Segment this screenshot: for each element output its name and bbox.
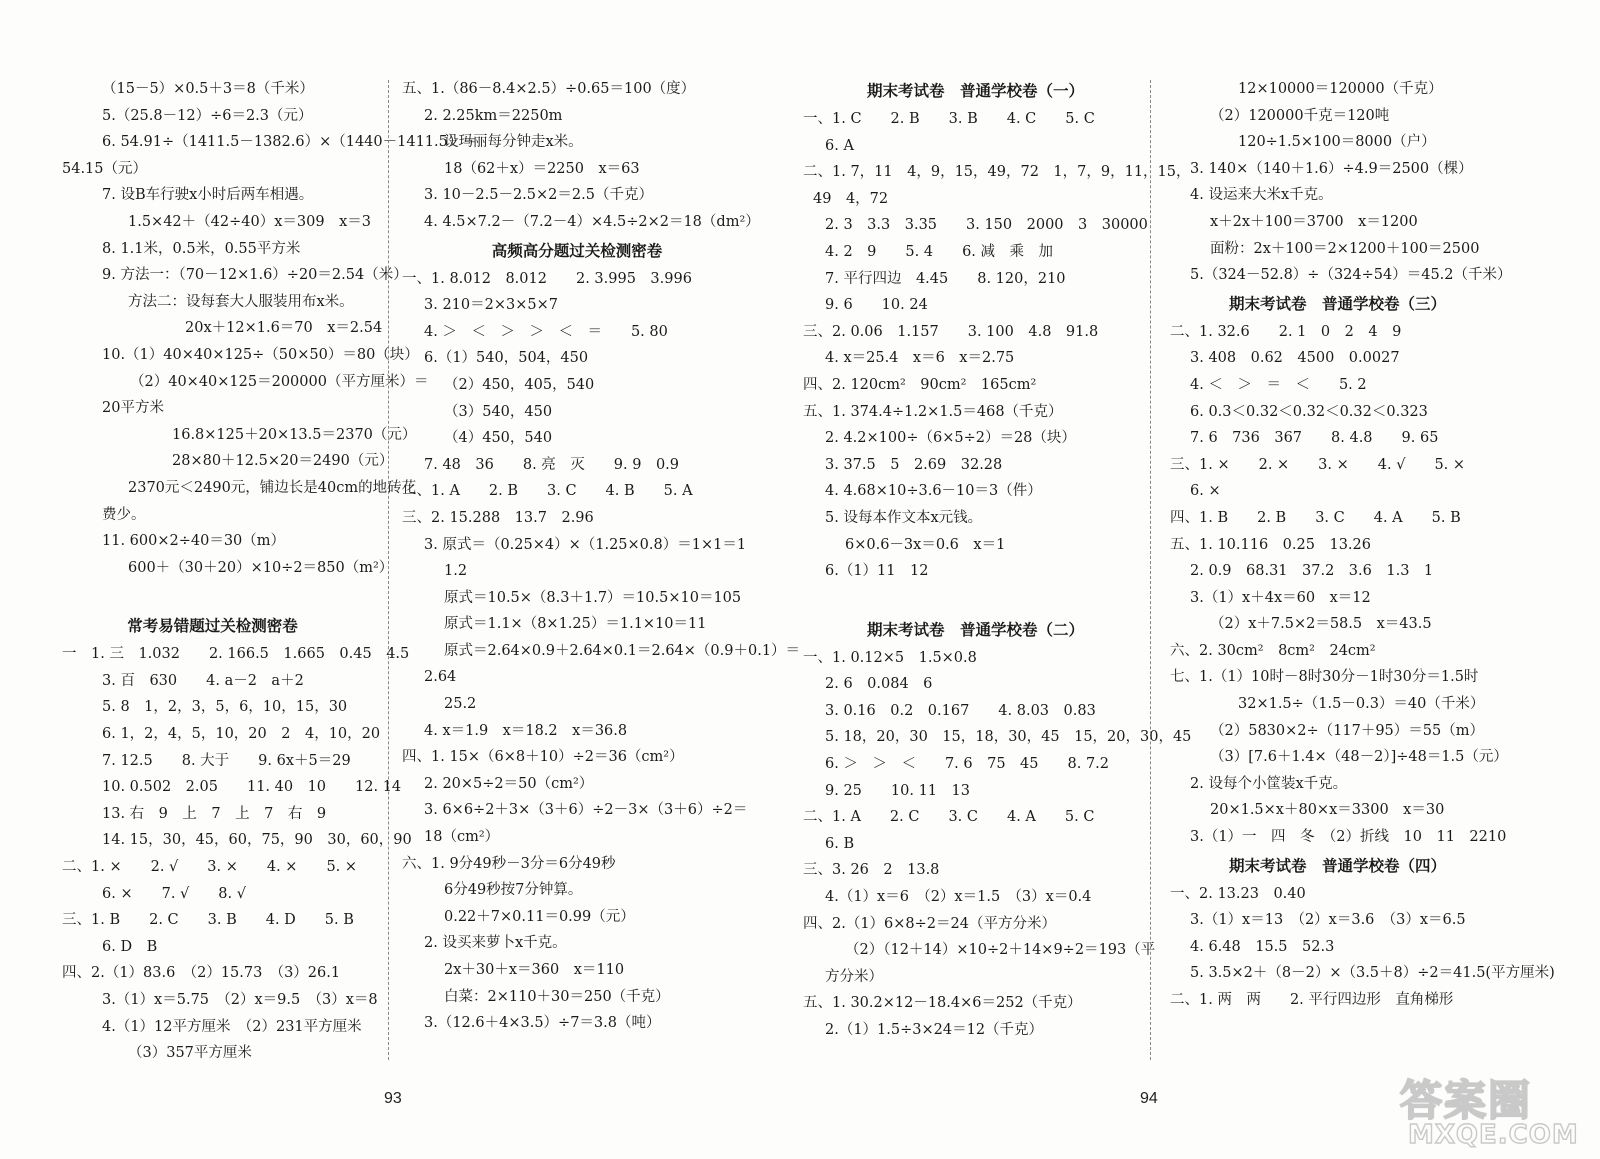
- answer-line: 20x＋12×1.6＝70 x＝2.54: [185, 320, 383, 337]
- answer-line: 费少。: [102, 506, 146, 523]
- answer-line: 3. 140×（140＋1.6）÷4.9＝2500（棵）: [1190, 160, 1473, 177]
- answer-line: 6. D B: [102, 938, 158, 955]
- answer-line: 4. x＝1.9 x＝18.2 x＝36.8: [424, 722, 628, 739]
- answer-line: 6. 0.3＜0.32＜0.32＜0.32＜0.323: [1190, 403, 1428, 420]
- answer-line: 5. 3.5×2＋（8－2）×（3.5＋8）÷2＝41.5(平方厘米): [1190, 965, 1555, 982]
- answer-line: 一、1. 8.012 8.012 2. 3.995 3.996: [402, 270, 692, 287]
- answer-line: 3. 408 0.62 4500 0.0027: [1190, 350, 1400, 367]
- answer-line: 6. 1，2，4，5，10，20 2 4，10，20: [102, 726, 381, 743]
- answer-line: 二、1. A 2. B 3. C 4. B 5. A: [402, 483, 693, 500]
- answer-line: 3. 原式＝（0.25×4）×（1.25×0.8）＝1×1＝1: [424, 536, 747, 553]
- answer-line: 4. ＞ ＜ ＞ ＞ ＜ ＝ 5. 80: [424, 323, 668, 340]
- answer-line: 12×10000＝120000（千克）: [1238, 81, 1443, 97]
- answer-line: 三、3. 26 2 13.8: [803, 862, 940, 879]
- answer-line: 4. x＝25.4 x＝6 x＝2.75: [825, 350, 1015, 367]
- answer-line: 一 1. 三 1.032 2. 166.5 1.665 0.45 4.5: [62, 646, 410, 663]
- section-title: 高频高分题过关检测密卷: [491, 241, 663, 260]
- answer-line: 2. 2.25km＝2250m: [424, 107, 563, 124]
- answer-line: 方法二：设每套大人服装用布x米。: [128, 293, 354, 310]
- answer-line: 方分米）: [825, 968, 883, 985]
- answer-line: 三、2. 0.06 1.157 3. 100 4.8 91.8: [803, 323, 1099, 340]
- answer-line: 2. 0.9 68.31 37.2 3.6 1.3 1: [1190, 563, 1434, 580]
- answer-line: 49 4，72: [813, 190, 889, 207]
- answer-line: 3. 210＝2×3×5×7: [424, 297, 558, 314]
- answer-line: 5. 8 1，2，3，5，6，10，15，30: [102, 699, 348, 716]
- answer-line: 四、1. 15×（6×8＋10）÷2＝36（cm²）: [402, 749, 684, 766]
- column-divider: [388, 80, 389, 1060]
- answer-line: 6. ＞ ＞ ＜ 7. 6 75 45 8. 7.2: [825, 756, 1110, 773]
- section-title: 期末考试卷 普通学校卷（二）: [866, 620, 1084, 639]
- answer-line: 6. B: [825, 835, 855, 852]
- watermark-url: MXQE.COM: [1408, 1120, 1579, 1150]
- answer-line: 3. 10－2.5－2.5×2＝2.5（千克）: [424, 187, 653, 204]
- page-number-right: 94: [1140, 1090, 1158, 1107]
- answer-line: 原式＝10.5×（8.3＋1.7）＝10.5×10＝105: [444, 589, 742, 606]
- column-2: [402, 76, 801, 1037]
- answer-line: 4. 2 9 5. 4 6. 减 乘 加: [825, 243, 1054, 260]
- answer-line: 9. 25 10. 11 13: [825, 782, 970, 799]
- answer-line: 5. 设每本作文本x元钱。: [825, 509, 983, 526]
- answer-line: 9. 6 10. 24: [825, 297, 928, 314]
- answer-line: 四、1. B 2. B 3. C 4. A 5. B: [1170, 509, 1461, 526]
- answer-line: 3. 0.16 0.2 0.167 4. 8.03 0.83: [825, 702, 1096, 719]
- answer-line: 5. 18，20，30 15，18，30，45 15，20，30，45: [825, 729, 1192, 746]
- answer-line: 10. 0.502 2.05 11. 40 10 12. 14: [102, 779, 402, 796]
- answer-line: 2370元＜2490元，铺边长是40cm的地砖花: [128, 479, 417, 496]
- answer-line: 4.（1）12平方厘米 （2）231平方厘米: [102, 1018, 362, 1035]
- section-title: [40, 581, 385, 611]
- section-title: [803, 585, 1148, 615]
- answer-line: 4.（1）x＝6 （2）x＝1.5 （3）x＝0.4: [825, 889, 1092, 906]
- answer-line: 3.（12.6＋4×3.5）÷7＝3.8（吨）: [424, 1015, 661, 1032]
- answer-line: 7. 设B车行驶x小时后两车相遇。: [102, 187, 314, 204]
- answer-line: 54.15（元）: [62, 160, 148, 177]
- answer-line: 16.8×125＋20×13.5＝2370（元）: [172, 426, 417, 443]
- answer-line: 二、1. 32.6 2. 1 0 2 4 9: [1170, 323, 1402, 340]
- answer-line: 11. 600×2÷40＝30（m）: [102, 533, 286, 550]
- answer-line: （3）[7.6＋1.4×（48－2）]÷48＝1.5（元）: [1210, 749, 1508, 766]
- answer-line: 二、1. 7，11 4，9，15，49，72 1，7，9，11，15，: [803, 164, 1191, 181]
- answer-line: 13. 右 9 上 7 上 7 右 9: [102, 805, 327, 822]
- answer-line: （2）5830×2÷（117＋95）＝55（m）: [1210, 722, 1484, 739]
- answer-line: 四、2.（1）83.6 （2）15.73 （3）26.1: [62, 965, 341, 982]
- answer-line: 4. 4.68×10÷3.6－10＝3（件）: [825, 483, 1042, 500]
- answer-line: 七、1.（1）10时－8时30分－1时30分＝1.5时: [1170, 669, 1479, 686]
- answer-line: 18（cm²）: [424, 829, 500, 846]
- answer-line: 2. 4.2×100÷（6×5÷2）＝28（块）: [825, 430, 1076, 447]
- answer-line: 五、1. 30.2×12－18.4×6＝252（千克）: [803, 995, 1082, 1012]
- section-title: 期末考试卷 普通学校卷（三）: [1228, 294, 1446, 313]
- answer-line: 3.（1）一 四 冬 （2）折线 10 11 2210: [1190, 829, 1507, 846]
- answer-line: （2）（12＋14）×10÷2＋14×9÷2＝193（平: [845, 942, 1156, 959]
- answer-line: （15－5）×0.5＋3＝8（千米）: [102, 81, 314, 97]
- answer-line: （4）450，540: [444, 430, 553, 447]
- answer-line: （2）120000千克＝120吨: [1210, 107, 1390, 124]
- answer-line: 一、1. 0.12×5 1.5×0.8: [803, 649, 977, 666]
- answer-line: 6.（1）11 12: [825, 563, 929, 580]
- answer-line: x＋2x＋100＝3700 x＝1200: [1210, 213, 1418, 230]
- answer-line: 6分49秒按7分钟算。: [444, 882, 583, 899]
- answer-line: 四、2. 120cm² 90cm² 165cm²: [803, 376, 1037, 393]
- answer-line: 白菜：2×110＋30＝250（千克）: [444, 988, 670, 1005]
- section-title: 期末考试卷 普通学校卷（四）: [1228, 856, 1446, 875]
- answer-line: 6. 54.91÷（1411.5－1382.6）×（1440－1411.5）＝: [102, 134, 477, 151]
- answer-line: 三、1. B 2. C 3. B 4. D 5. B: [62, 912, 354, 929]
- answer-line: 五、1. 10.116 0.25 13.26: [1170, 536, 1371, 553]
- answer-line: 120÷1.5×100＝8000（户）: [1238, 134, 1436, 151]
- answer-line: 6×0.6－3x＝0.6 x＝1: [845, 536, 1006, 553]
- answer-line: 20平方米: [102, 400, 164, 417]
- answer-line: 28×80＋12.5×20＝2490（元）: [172, 453, 394, 470]
- answer-line: 3.（1）x＝5.75 （2）x＝9.5 （3）x＝8: [102, 992, 378, 1008]
- answer-line: 25.2: [444, 696, 477, 713]
- answer-line: 7. 48 36 8. 亮 灭 9. 9 0.9: [424, 456, 680, 473]
- answer-line: 三、1. × 2. × 3. × 4. √ 5. ×: [1170, 456, 1466, 473]
- answer-line: （2）x＋7.5×2＝58.5 x＝43.5: [1210, 616, 1432, 633]
- answer-line: 五、1.（86－8.4×2.5）÷0.65＝100（度）: [402, 81, 696, 97]
- answer-line: 0.22＋7×0.11＝0.99（元）: [444, 908, 635, 925]
- answer-line: 四、2.（1）6×8÷2＝24（平方分米）: [803, 915, 1056, 932]
- answer-line: 2. 设买来萝卜x千克。: [424, 935, 567, 952]
- answer-line: （3）357平方厘米: [128, 1045, 252, 1062]
- column-divider: [1150, 80, 1151, 1060]
- answer-line: 3. 37.5 5 2.69 32.28: [825, 456, 1003, 473]
- answer-line: 6. ×: [1190, 483, 1221, 500]
- answer-line: 2. 6 0.084 6: [825, 676, 933, 693]
- answer-line: 3.（1）x＝13 （2）x＝3.6 （3）x＝6.5: [1190, 912, 1466, 929]
- answer-line: 2. 设每个小筐装x千克。: [1190, 775, 1348, 792]
- answer-line: 设玛丽每分钟走x米。: [444, 134, 583, 151]
- answer-line: 二、1. A 2. C 3. C 4. A 5. C: [803, 809, 1095, 826]
- page-number-left: 93: [384, 1090, 402, 1107]
- answer-line: 六、1. 9分49秒－3分＝6分49秒: [402, 855, 616, 872]
- answer-line: 5.（324－52.8）÷（324÷54）＝45.2（千米）: [1190, 267, 1512, 284]
- answer-line: 面粉：2x＋100＝2×1200＋100＝2500: [1210, 240, 1480, 257]
- answer-line: 4. 6.48 15.5 52.3: [1190, 938, 1335, 955]
- section-title: 常考易错题过关检测密卷: [127, 617, 298, 636]
- answer-line: 4. 4.5×7.2－（7.2－4）×4.5÷2×2＝18（dm²）: [424, 213, 760, 230]
- answer-line: 1.5×42＋（42÷40）x＝309 x＝3: [128, 213, 371, 230]
- answer-line: 7. 平行四边 4.45 8. 120，210: [825, 270, 1066, 287]
- answer-line: 6.（1）540，504，450: [424, 350, 589, 367]
- answer-line: 二、1. 两 两 2. 平行四边形 直角梯形: [1170, 992, 1454, 1008]
- answer-line: 20×1.5×x＋80×x＝3300 x＝30: [1210, 802, 1445, 819]
- answer-line: 2.（1）1.5÷3×24＝12（千克）: [825, 1022, 1044, 1038]
- answer-line: 3.（1）x＋4x＝60 x＝12: [1190, 589, 1371, 606]
- answer-line: 3. 6×6÷2＋3×（3＋6）÷2－3×（3＋6）÷2＝: [424, 802, 748, 819]
- section-title: 期末考试卷 普通学校卷（一）: [866, 82, 1084, 100]
- answer-line: 二、1. × 2. √ 3. × 4. × 5. ×: [62, 859, 358, 876]
- watermark-logo: [1400, 1068, 1600, 1159]
- answer-line: 2. 20×5÷2＝50（cm²）: [424, 775, 594, 792]
- answer-line: 14. 15，30，45，60，75，90 30，60，90: [102, 832, 412, 849]
- answer-line: 7. 6 736 367 8. 4.8 9. 65: [1190, 430, 1439, 447]
- answer-line: 2x＋30＋x＝360 x＝110: [444, 962, 625, 978]
- answer-line: 2.64: [424, 669, 457, 686]
- answer-line: 4. ＜ ＞ ＝ ＜ 5. 2: [1190, 376, 1367, 393]
- answer-line: （2）40×40×125＝200000（平方厘米）＝: [130, 373, 429, 390]
- column-3: [803, 76, 1192, 1044]
- answer-line: 6. × 7. √ 8. √: [102, 885, 246, 902]
- answer-line: 18（62＋x）＝2250 x＝63: [444, 160, 640, 177]
- answer-line: 三、2. 15.288 13.7 2.96: [402, 509, 594, 526]
- answer-line: （3）540，450: [444, 403, 553, 420]
- answer-line: 32×1.5÷（1.5－0.3）＝40（千米）: [1238, 696, 1485, 713]
- watermark-text: 答案圈: [1400, 1076, 1533, 1125]
- answer-line: 3. 百 630 4. a－2 a＋2: [102, 672, 304, 689]
- answer-line: 8. 1.1米，0.5米，0.55平方米: [102, 240, 301, 257]
- answer-line: 六、2. 30cm² 8cm² 24cm²: [1170, 642, 1376, 659]
- answer-line: 10.（1）40×40×125÷（50×50）＝80（块）: [102, 346, 419, 363]
- answer-line: 一、1. C 2. B 3. B 4. C 5. C: [803, 111, 1095, 127]
- answer-line: 600＋（30＋20）×10÷2＝850（m²）: [128, 559, 394, 576]
- column-4: [1160, 76, 1555, 1014]
- answer-line: 原式＝2.64×0.9＋2.64×0.1＝2.64×（0.9＋0.1）＝: [444, 642, 801, 659]
- answer-line: 1.2: [444, 563, 468, 580]
- answer-line: （2）450，405，540: [444, 376, 595, 393]
- answer-line: 原式＝1.1×（8×1.25）＝1.1×10＝11: [444, 616, 707, 633]
- answer-line: 五、1. 374.4÷1.2×1.5＝468（千克）: [803, 403, 1063, 420]
- answer-line: 4. 设运来大米x千克。: [1190, 187, 1333, 204]
- answer-line: 2. 3 3.3 3.35 3. 150 2000 3 30000: [825, 217, 1148, 234]
- answer-line: 9. 方法一：（70－12×1.6）÷20＝2.54（米）: [102, 267, 408, 284]
- answer-line: 6. A: [825, 137, 854, 154]
- answer-line: 5.（25.8－12）÷6＝2.3（元）: [102, 107, 313, 124]
- answer-line: 一、2. 13.23 0.40: [1170, 885, 1306, 902]
- answer-line: 7. 12.5 8. 大于 9. 6x＋5＝29: [102, 752, 351, 769]
